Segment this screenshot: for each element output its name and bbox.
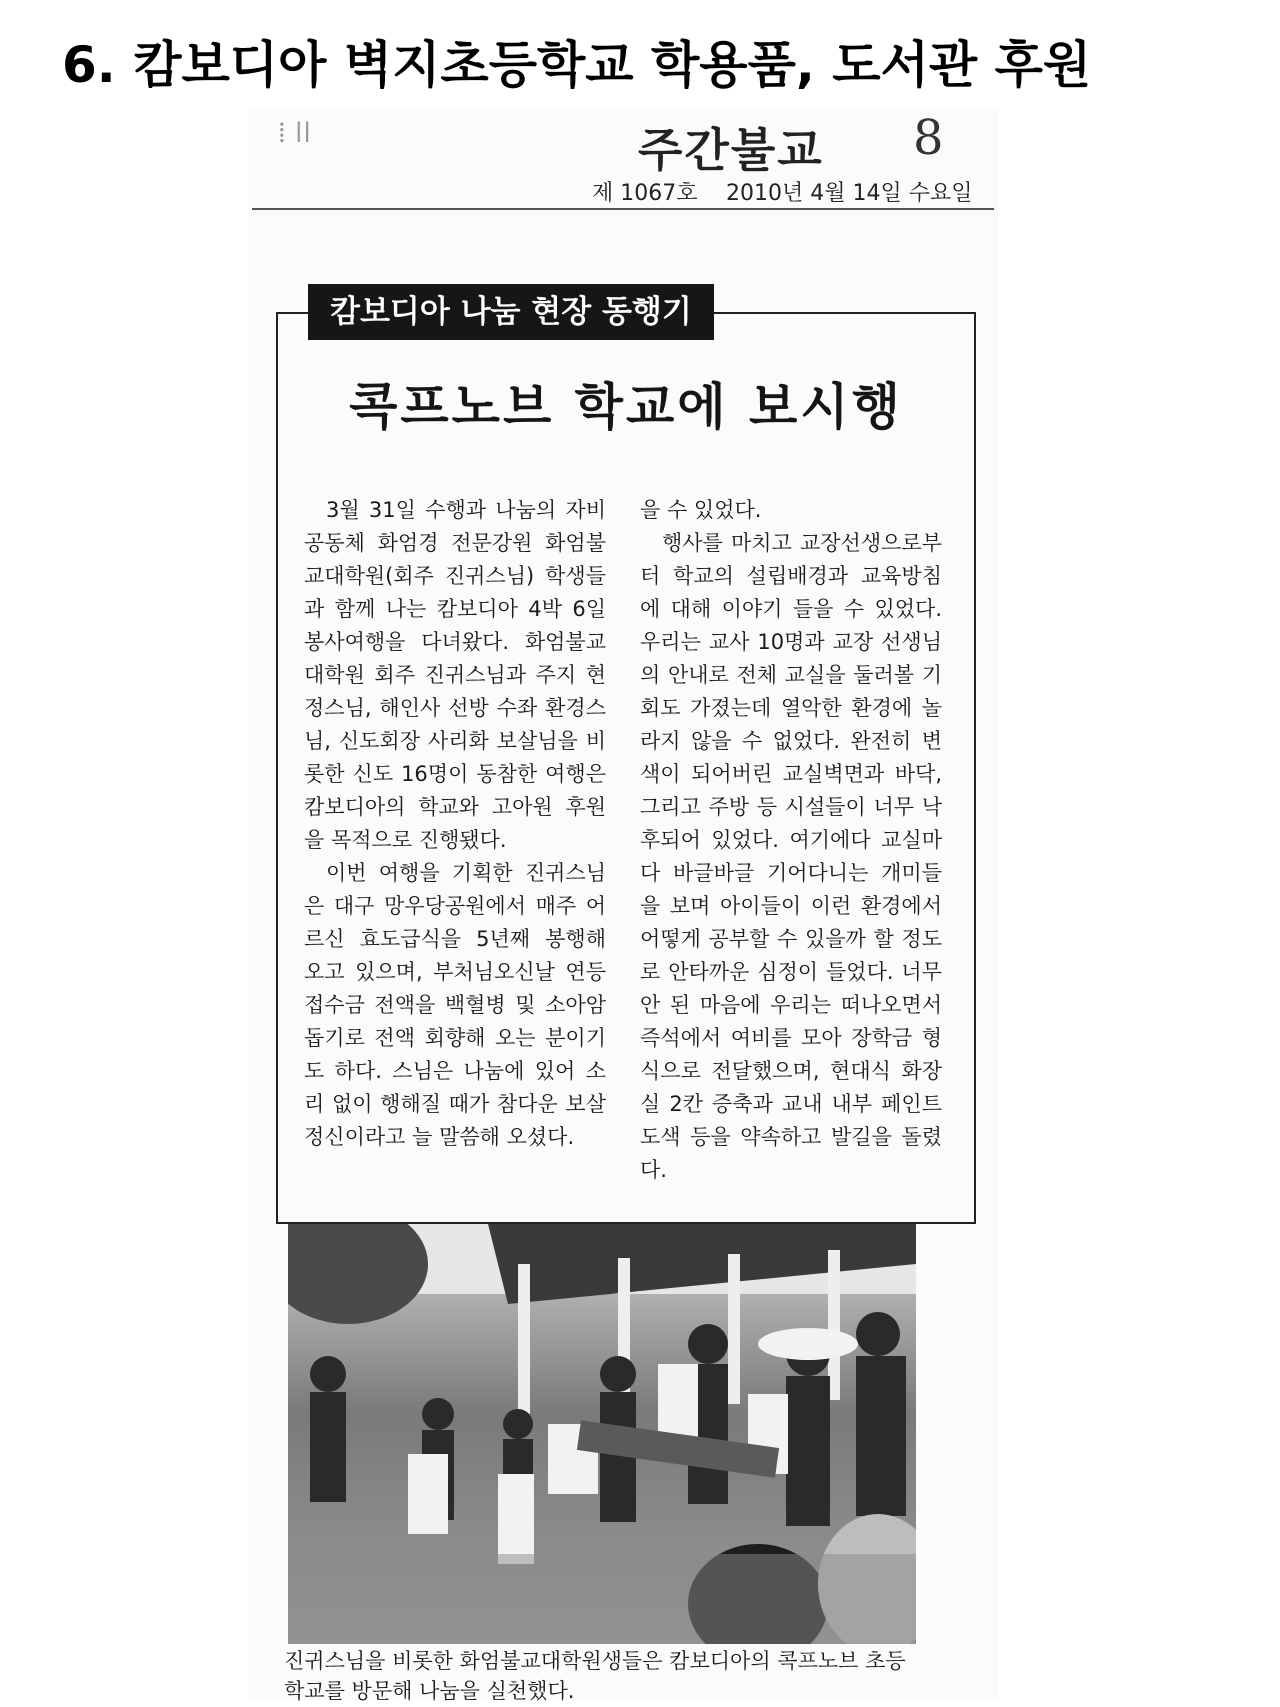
newspaper-title: 주간불교 — [638, 123, 824, 177]
paragraph-continuation: 을 수 있었다. — [640, 498, 762, 522]
article-photo — [288, 1224, 916, 1644]
publication-date: 2010년 4월 14일 수요일 — [726, 181, 973, 206]
masthead — [248, 108, 998, 218]
paragraph: 3월 31일 수행과 나눔의 자비공동체 화엄경 전문강원 화엄불교대학원(회주 진귀스님) 학생들과 함께 나는 캄보디아 4박 6일 봉사여행을 다녀왔다. 화엄불교대학원 회주 진귀스님과 주지 현정스님, 해인사 선방 수좌 환경스님, 신도회장 사리화 보살님을 비롯한 신도 16명이 동참한 여행은 캄보디아의 학교와 고아원 후원을 목적으로 진행됐다. — [304, 498, 606, 852]
scan-smudge-mark: ⁞ ǀǀ — [278, 116, 312, 149]
issue-number: 제 1067호 — [592, 181, 698, 206]
page-heading: 6. 캄보디아 벽지초등학교 학용품, 도서관 후원 — [62, 36, 1092, 94]
masthead-rule — [252, 208, 994, 210]
page-number: 8 — [913, 110, 944, 166]
paragraph: 행사를 마치고 교장선생으로부터 학교의 설립배경과 교육방침에 대해 이야기 들을 수 있었다. 우리는 교사 10명과 교장 선생님의 안내로 전체 교실을 둘러볼 기회도 가졌는데 열악한 환경에 놀라지 않을 수 없었다. 완전히 변색이 되어버린 교실벽면과 바닥, 그리고 주방 등 시설들이 너무 낙후되어 있었다. 여기에다 교실마다 바글바글 기어다니는 개미들을 보며 아이들이 이런 환경에서 어떻게 공부할 수 있을까 할 정도로 안타까운 심정이 들었다. 너무 안 된 마음에 우리는 떠나오면서 즉석에서 여비를 모아 장학금 형식으로 전달했으며, 현대식 화장실 2칸 증축과 교내 내부 페인트 도색 등을 약속하고 발길을 돌렸다. — [640, 531, 942, 1182]
article-headline: 콕프노브 학교에 보시행 — [349, 377, 903, 436]
series-label: 캄보디아 나눔 현장 동행기 — [308, 284, 714, 340]
article-column-right — [640, 494, 942, 1187]
newspaper-clipping — [248, 108, 998, 1703]
photo-school-visit — [288, 1224, 916, 1644]
photo-caption: 진귀스님을 비롯한 화엄불교대학원생들은 캄보디아의 콕프노브 초등학교를 방문해 나눔을 실천했다. — [284, 1649, 906, 1703]
article-column-left — [304, 494, 606, 1154]
paragraph: 이번 여행을 기획한 진귀스님은 대구 망우당공원에서 매주 어르신 효도급식을 5년째 봉행해 오고 있으며, 부처님오신날 연등 접수금 전액을 백혈병 및 소아암 돕기로 전액 회향해 오는 분이기도 하다. 스님은 나눔에 있어 소리 없이 행해질 때가 참다운 보살 정신이라고 늘 말씀해 오셨다. — [304, 861, 606, 1149]
